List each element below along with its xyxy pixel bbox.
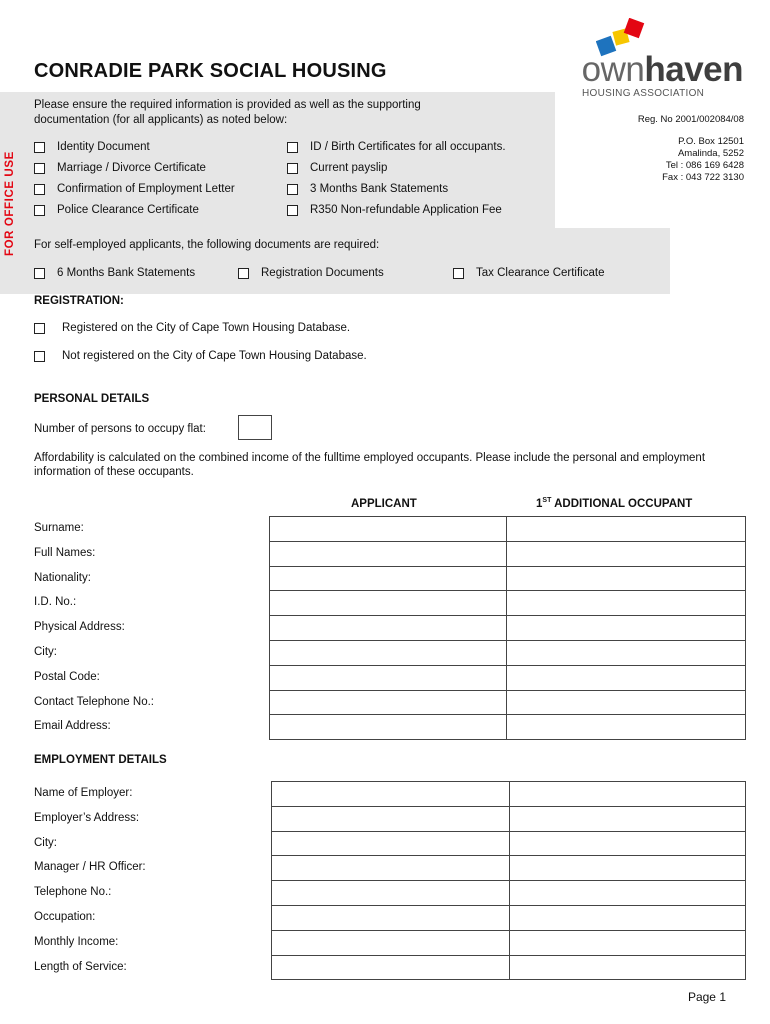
logo-word-light: own bbox=[581, 50, 645, 89]
occupant-cell[interactable] bbox=[507, 566, 746, 591]
personal-field-label: City: bbox=[34, 646, 57, 658]
doc-check-application-fee[interactable]: R350 Non-refundable Application Fee bbox=[287, 204, 502, 216]
registration-number: Reg. No 2001/002084/08 bbox=[637, 114, 744, 125]
logo-wordmark bbox=[582, 50, 743, 90]
applicant-cell[interactable] bbox=[272, 930, 510, 955]
address-block bbox=[662, 136, 744, 184]
personal-field-label: Surname: bbox=[34, 522, 84, 534]
col-header-applicant: APPLICANT bbox=[351, 498, 417, 510]
checkbox[interactable] bbox=[287, 142, 298, 153]
checkbox[interactable] bbox=[34, 205, 45, 216]
doc-check-payslip[interactable]: Current payslip bbox=[287, 162, 387, 174]
personal-field-label: Full Names: bbox=[34, 546, 96, 559]
persons-label: Number of persons to occupy flat: bbox=[34, 423, 206, 435]
address-line: Amalinda, 5252 bbox=[677, 148, 744, 159]
occupant-cell[interactable] bbox=[507, 665, 746, 690]
self-check-registration-docs[interactable]: Registration Documents bbox=[238, 267, 384, 279]
address-line: Fax : 043 722 3130 bbox=[662, 172, 744, 183]
personal-field-label: Physical Address: bbox=[34, 621, 125, 634]
employment-field-label: Length of Service: bbox=[34, 960, 127, 973]
affordability-text: Affordability is calculated on the combined income of the fulltime employed occupants. Please include the personal and employment information of these occupants. bbox=[34, 452, 706, 478]
applicant-cell[interactable] bbox=[272, 905, 510, 930]
personal-field-label: Email Address: bbox=[34, 720, 111, 733]
table-row bbox=[272, 806, 746, 831]
applicant-cell[interactable] bbox=[270, 640, 507, 665]
occupant-cell[interactable] bbox=[507, 715, 746, 740]
doc-check-bank-statements[interactable]: 3 Months Bank Statements bbox=[287, 183, 448, 195]
applicant-cell[interactable] bbox=[272, 881, 510, 906]
checkbox[interactable] bbox=[34, 323, 45, 334]
table-row bbox=[270, 541, 746, 566]
office-use-panel-bottom bbox=[0, 228, 670, 294]
table-row bbox=[270, 665, 746, 690]
checkbox[interactable] bbox=[287, 184, 298, 195]
applicant-cell[interactable] bbox=[270, 715, 507, 740]
logo-word-bold: haven bbox=[644, 50, 743, 89]
address-line: P.O. Box 12501 bbox=[678, 136, 744, 147]
office-use-label: FOR OFFICE USE bbox=[4, 151, 16, 256]
checkbox[interactable] bbox=[34, 351, 45, 362]
doc-check-birth-certificates[interactable]: ID / Birth Certificates for all occupants. bbox=[287, 141, 506, 153]
checkbox[interactable] bbox=[287, 205, 298, 216]
applicant-cell[interactable] bbox=[270, 517, 507, 542]
employment-field-label: Telephone No.: bbox=[34, 886, 112, 899]
occupant-cell[interactable] bbox=[510, 806, 746, 831]
employment-details-table bbox=[271, 781, 746, 980]
checkbox[interactable] bbox=[34, 142, 45, 153]
table-row bbox=[272, 955, 746, 980]
employment-field-label: Occupation: bbox=[34, 911, 96, 923]
self-check-tax-clearance[interactable]: Tax Clearance Certificate bbox=[453, 267, 604, 279]
occupant-cell[interactable] bbox=[510, 955, 746, 980]
table-row bbox=[272, 881, 746, 906]
registration-option-not-registered[interactable]: Not registered on the City of Cape Town Housing Database. bbox=[34, 350, 367, 362]
table-row bbox=[272, 782, 746, 807]
doc-check-identity[interactable]: Identity Document bbox=[34, 141, 150, 153]
intro-text: Please ensure the required information is provided as well as the supporting documentation (for all applicants) as noted below: bbox=[34, 99, 421, 126]
checkbox[interactable] bbox=[453, 268, 464, 279]
self-employed-text: For self-employed applicants, the following documents are required: bbox=[34, 239, 380, 251]
table-row bbox=[270, 690, 746, 715]
occupant-cell[interactable] bbox=[507, 690, 746, 715]
applicant-cell[interactable] bbox=[270, 616, 507, 641]
address-line: Tel : 086 169 6428 bbox=[665, 160, 744, 171]
doc-check-police-clearance[interactable]: Police Clearance Certificate bbox=[34, 204, 199, 216]
occupant-cell[interactable] bbox=[507, 640, 746, 665]
occupant-cell[interactable] bbox=[510, 782, 746, 807]
applicant-cell[interactable] bbox=[270, 566, 507, 591]
applicant-cell[interactable] bbox=[272, 831, 510, 856]
col-header-occupant: 1ST ADDITIONAL OCCUPANT bbox=[536, 497, 693, 510]
employment-details-heading: EMPLOYMENT DETAILS bbox=[34, 754, 167, 766]
applicant-cell[interactable] bbox=[272, 806, 510, 831]
employment-field-label: City: bbox=[34, 836, 57, 849]
employment-field-label: Manager / HR Officer: bbox=[34, 861, 146, 874]
personal-field-label: Postal Code: bbox=[34, 670, 100, 683]
occupant-cell[interactable] bbox=[507, 616, 746, 641]
personal-field-label: I.D. No.: bbox=[34, 596, 77, 609]
table-row bbox=[270, 640, 746, 665]
applicant-cell[interactable] bbox=[272, 955, 510, 980]
applicant-cell[interactable] bbox=[270, 690, 507, 715]
checkbox[interactable] bbox=[238, 268, 249, 279]
table-row bbox=[270, 517, 746, 542]
logo-subtitle: HOUSING ASSOCIATION bbox=[582, 88, 705, 99]
occupant-cell[interactable] bbox=[510, 881, 746, 906]
personal-details-table bbox=[269, 516, 746, 740]
applicant-cell[interactable] bbox=[272, 782, 510, 807]
table-row bbox=[270, 566, 746, 591]
registration-heading: REGISTRATION: bbox=[34, 295, 124, 307]
personal-field-label: Contact Telephone No.: bbox=[34, 695, 154, 708]
applicant-cell[interactable] bbox=[270, 665, 507, 690]
doc-check-employment-letter[interactable]: Confirmation of Employment Letter bbox=[34, 183, 235, 195]
checkbox[interactable] bbox=[34, 268, 45, 279]
table-row bbox=[272, 856, 746, 881]
table-row bbox=[270, 591, 746, 616]
checkbox[interactable] bbox=[287, 163, 298, 174]
employment-field-label: Employer’s Address: bbox=[34, 811, 140, 824]
checkbox[interactable] bbox=[34, 184, 45, 195]
page-number: Page 1 bbox=[687, 990, 726, 1004]
applicant-cell[interactable] bbox=[270, 591, 507, 616]
personal-field-label: Nationality: bbox=[34, 571, 91, 584]
occupant-cell[interactable] bbox=[507, 541, 746, 566]
persons-input[interactable] bbox=[238, 415, 272, 440]
occupant-cell[interactable] bbox=[510, 856, 746, 881]
table-row bbox=[272, 930, 746, 955]
occupant-cell[interactable] bbox=[510, 831, 746, 856]
personal-details-heading: PERSONAL DETAILS bbox=[34, 393, 150, 405]
employment-field-label: Monthly Income: bbox=[34, 935, 119, 948]
table-row bbox=[272, 831, 746, 856]
page-title: CONRADIE PARK SOCIAL HOUSING bbox=[34, 60, 387, 82]
table-row bbox=[270, 616, 746, 641]
checkbox[interactable] bbox=[34, 163, 45, 174]
occupant-cell[interactable] bbox=[507, 591, 746, 616]
table-row bbox=[272, 905, 746, 930]
occupant-cell[interactable] bbox=[510, 905, 746, 930]
occupant-cell[interactable] bbox=[507, 517, 746, 542]
occupant-cell[interactable] bbox=[510, 930, 746, 955]
table-row bbox=[270, 715, 746, 740]
applicant-cell[interactable] bbox=[272, 856, 510, 881]
applicant-cell[interactable] bbox=[270, 541, 507, 566]
doc-check-marriage[interactable]: Marriage / Divorce Certificate bbox=[34, 162, 206, 174]
employment-field-label: Name of Employer: bbox=[34, 787, 133, 799]
self-check-bank-statements[interactable]: 6 Months Bank Statements bbox=[34, 267, 195, 279]
registration-option-registered[interactable]: Registered on the City of Cape Town Housing Database. bbox=[34, 322, 350, 334]
